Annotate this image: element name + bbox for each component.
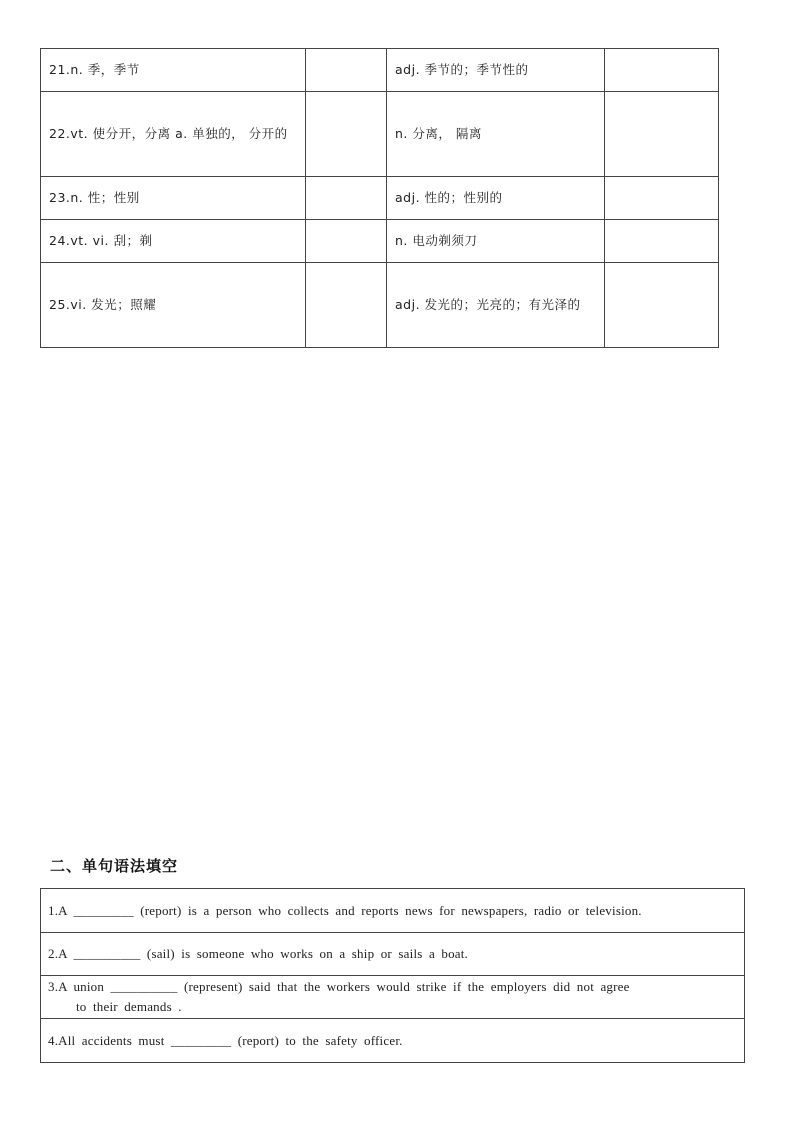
grammar-item-text: 4.All accidents must _________ (report) to the safety officer. [48,1032,403,1048]
answer-cell[interactable] [306,92,387,177]
answer-cell[interactable] [605,92,719,177]
table-row [41,889,745,933]
answer-cell[interactable] [306,220,387,263]
answer-cell[interactable] [306,177,387,220]
table-row [41,177,719,220]
grammar-item[interactable] [41,1019,745,1063]
vocab-definition: 25.vi. 发光；照耀 [41,263,306,348]
vocab-definition: 24.vt. vi. 刮；剃 [41,220,306,263]
grammar-item-text: 3.A union __________ (represent) said that the workers would strike if the employers did not agree [48,979,630,994]
vocab-derivative-definition: adj. 发光的；光亮的；有光泽的 [387,263,605,348]
answer-cell[interactable] [605,49,719,92]
answer-cell[interactable] [306,263,387,348]
vocab-definition: 23.n. 性；性别 [41,177,306,220]
vocabulary-table [40,48,719,348]
grammar-fill-table [40,888,745,1063]
section-title: 二、单句语法填空 [50,857,179,875]
grammar-item-text: 1.A _________ (report) is a person who collects and reports news for newspapers, radio or television. [48,902,642,918]
answer-cell[interactable] [605,177,719,220]
grammar-item[interactable] [41,976,745,1019]
grammar-item[interactable] [41,889,745,933]
vocab-definition: 22.vt. 使分开，分离 a. 单独的， 分开的 [41,92,306,177]
vocab-definition: 21.n. 季，季节 [41,49,306,92]
table-row [41,220,719,263]
vocab-derivative-definition: n. 分离， 隔离 [387,92,605,177]
vocab-derivative-definition: adj. 性的；性别的 [387,177,605,220]
answer-cell[interactable] [605,263,719,348]
table-row [41,49,719,92]
vocab-derivative-definition: n. 电动剃须刀 [387,220,605,263]
vocab-derivative-definition: adj. 季节的；季节性的 [387,49,605,92]
table-row [41,263,719,348]
answer-cell[interactable] [605,220,719,263]
table-row [41,92,719,177]
table-row [41,933,745,976]
table-row [41,1019,745,1063]
answer-cell[interactable] [306,49,387,92]
table-row [41,976,745,1019]
grammar-item[interactable] [41,933,745,976]
grammar-item-text: 2.A __________ (sail) is someone who works on a ship or sails a boat. [48,946,469,961]
grammar-item-continuation: to their demands . [76,999,182,1014]
